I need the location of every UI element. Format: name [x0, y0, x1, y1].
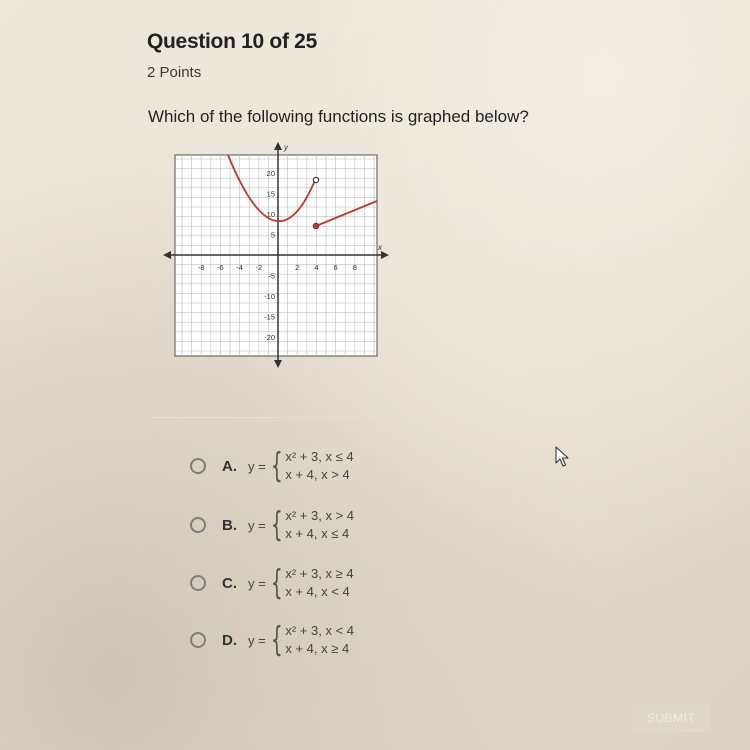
option-yeq: y =: [248, 575, 266, 591]
brace-icon: {: [270, 620, 283, 660]
option-piece-1: x² + 3, x ≥ 4: [285, 566, 354, 581]
option-yeq: y =: [248, 517, 266, 533]
y-tick-label: -15: [264, 312, 275, 322]
x-tick-label: 8: [352, 263, 357, 272]
y-axis-label: y: [284, 143, 288, 152]
option-c[interactable]: [190, 563, 354, 603]
option-letter: D.: [222, 631, 237, 649]
option-piece-1: x² + 3, x < 4: [285, 623, 355, 638]
option-letter: C.: [222, 574, 237, 592]
option-piece-2: x + 4, x ≥ 4: [285, 641, 350, 656]
radio-c[interactable]: [190, 575, 206, 591]
y-tick-label: 10: [266, 210, 275, 219]
y-tick-label: 15: [266, 189, 275, 199]
option-piece-2: x + 4, x > 4: [285, 467, 350, 482]
brace-icon: {: [270, 505, 283, 545]
open-endpoint: [313, 177, 318, 182]
y-tick-label: -20: [264, 333, 275, 342]
option-d[interactable]: [190, 620, 354, 660]
question-prompt: Which of the following functions is graphed below?: [148, 107, 529, 126]
x-tick-label: -2: [255, 263, 263, 272]
option-piece-2: x + 4, x ≤ 4: [285, 526, 350, 541]
option-b[interactable]: [190, 505, 354, 545]
option-yeq: y =: [248, 632, 266, 648]
brace-icon: {: [270, 446, 283, 486]
x-tick-label: -8: [197, 263, 205, 272]
submit-button[interactable]: SUBMIT: [631, 704, 711, 732]
y-tick-label: -5: [268, 271, 275, 281]
option-yeq: y =: [248, 458, 266, 474]
radio-b[interactable]: [190, 517, 206, 533]
option-piece-1: x² + 3, x ≤ 4: [285, 449, 354, 464]
option-a[interactable]: [190, 446, 354, 486]
x-tick-label: -4: [236, 263, 243, 272]
option-piece-2: x + 4, x < 4: [285, 584, 350, 599]
y-tick-label: 20: [266, 169, 275, 178]
y-tick-label: 5: [270, 230, 275, 240]
function-graph: [163, 140, 393, 375]
x-tick-label: 6: [333, 263, 338, 272]
mouse-cursor-icon: [554, 446, 570, 473]
option-piece-1: x² + 3, x > 4: [285, 508, 355, 523]
x-tick-label: 4: [314, 263, 319, 272]
x-axis-label: x: [378, 243, 382, 252]
option-letter: A.: [222, 457, 237, 475]
points-label: 2 Points: [147, 64, 202, 81]
x-tick-label: -6: [217, 263, 224, 272]
radio-d[interactable]: [190, 632, 206, 648]
brace-icon: {: [270, 563, 283, 603]
radio-a[interactable]: [190, 458, 206, 474]
question-number: Question 10 of 25: [147, 30, 317, 53]
option-letter: B.: [222, 516, 237, 534]
y-tick-label: -10: [264, 292, 275, 301]
closed-endpoint: [313, 223, 319, 229]
x-tick-label: 2: [295, 263, 300, 272]
divider: [150, 417, 750, 418]
